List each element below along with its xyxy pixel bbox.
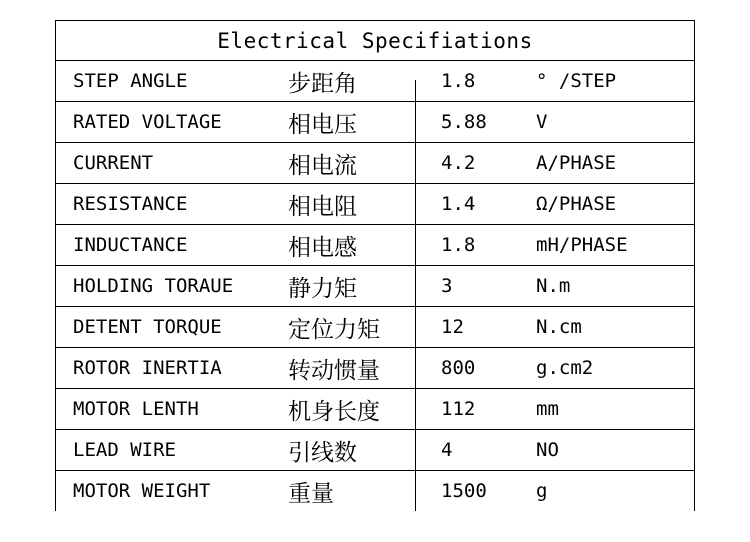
spec-unit: NO	[536, 439, 559, 461]
spec-name-en: LEAD WIRE	[73, 439, 176, 461]
column-divider	[415, 80, 416, 511]
spec-name-en: RATED VOLTAGE	[73, 111, 222, 133]
spec-name-en: MOTOR WEIGHT	[73, 480, 211, 502]
spec-value: 1.4	[441, 193, 476, 215]
spec-name-cn: 定位力矩	[288, 316, 380, 343]
spec-value: 1.8	[441, 234, 476, 256]
table-row	[56, 348, 694, 389]
spec-unit: mH/PHASE	[536, 234, 628, 256]
spec-name-cn: 引线数	[288, 439, 357, 466]
spec-value: 800	[441, 357, 476, 379]
spec-name-en: RESISTANCE	[73, 193, 188, 215]
table-row	[56, 471, 694, 511]
spec-name-en: CURRENT	[73, 152, 154, 174]
table-row	[56, 143, 694, 184]
spec-value: 4.2	[441, 152, 476, 174]
spec-value: 1500	[441, 480, 487, 502]
table-row	[56, 307, 694, 348]
spec-name-cn: 相电阻	[288, 193, 357, 220]
spec-name-cn: 静力矩	[288, 275, 357, 302]
spec-name-cn: 步距角	[288, 70, 357, 97]
spec-name-cn: 相电压	[288, 111, 357, 138]
spec-value: 1.8	[441, 70, 476, 92]
spec-value: 5.88	[441, 111, 487, 133]
spec-name-cn: 相电流	[288, 152, 357, 179]
spec-unit: N.cm	[536, 316, 582, 338]
spec-value: 4	[441, 439, 453, 461]
spec-name-en: HOLDING TORAUE	[73, 275, 234, 297]
spec-name-en: INDUCTANCE	[73, 234, 188, 256]
spec-name-cn: 机身长度	[288, 398, 380, 425]
spec-unit: mm	[536, 398, 559, 420]
spec-unit: ° /STEP	[536, 70, 617, 92]
spec-value: 3	[441, 275, 453, 297]
spec-value: 112	[441, 398, 476, 420]
spec-value: 12	[441, 316, 464, 338]
spec-unit: V	[536, 111, 548, 133]
spec-name-cn: 相电感	[288, 234, 357, 261]
spec-unit: Ω/PHASE	[536, 193, 617, 215]
spec-unit: g.cm2	[536, 357, 594, 379]
spec-name-en: DETENT TORQUE	[73, 316, 222, 338]
table-row	[56, 225, 694, 266]
table-row	[56, 389, 694, 430]
table-row	[56, 184, 694, 225]
table-row	[56, 102, 694, 143]
table-row	[56, 61, 694, 102]
electrical-spec-table	[55, 20, 695, 511]
spec-name-en: MOTOR LENTH	[73, 398, 199, 420]
spec-name-cn: 重量	[288, 480, 334, 507]
spec-name-en: ROTOR INERTIA	[73, 357, 222, 379]
spec-name-en: STEP ANGLE	[73, 70, 188, 92]
table-title: Electrical Specifiations	[56, 21, 694, 61]
spec-unit: A/PHASE	[536, 152, 617, 174]
spec-name-cn: 转动惯量	[288, 357, 380, 384]
table-row	[56, 266, 694, 307]
table-row	[56, 430, 694, 471]
spec-unit: g	[536, 480, 548, 502]
spec-unit: N.m	[536, 275, 571, 297]
